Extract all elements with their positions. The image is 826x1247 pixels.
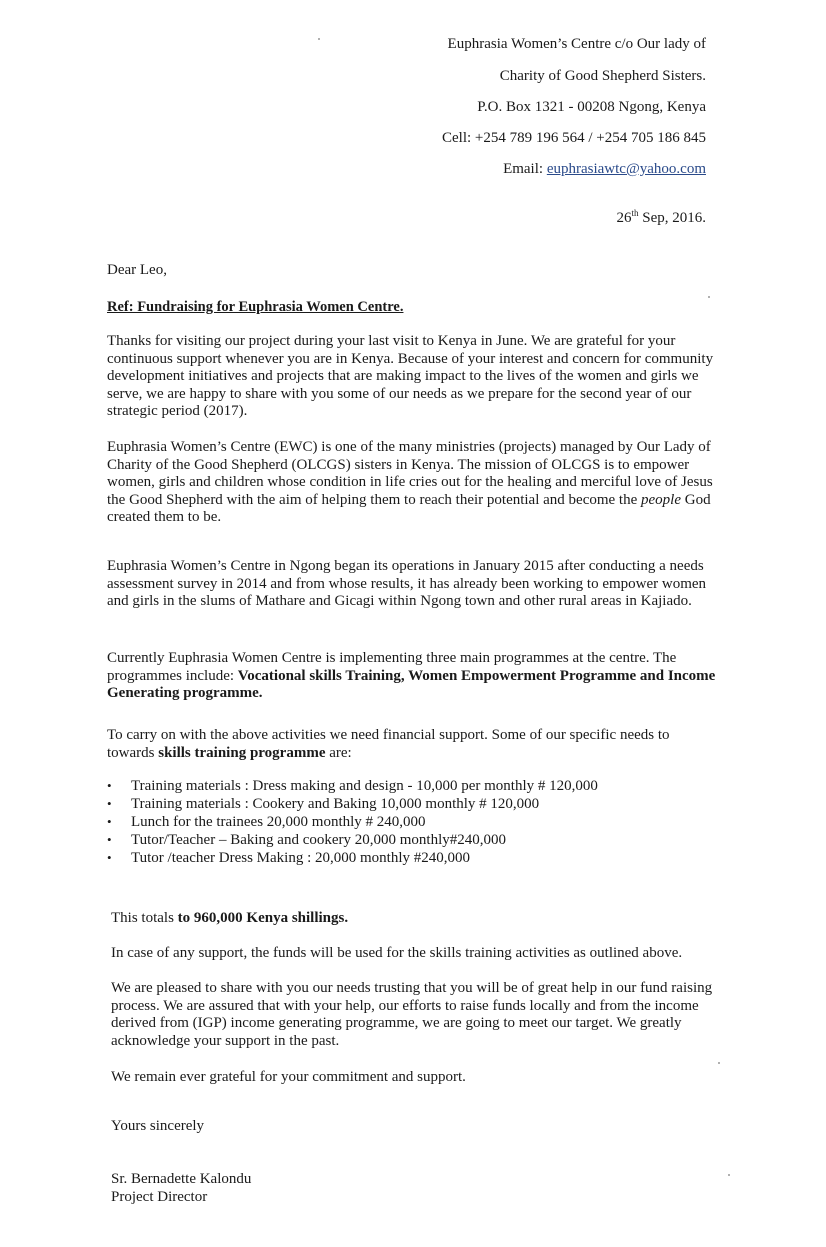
total-line [111, 910, 721, 928]
needs-list [107, 777, 598, 867]
needs-list-item [107, 813, 598, 831]
programmes-list-bold: Vocational skills Training, Women Empowerment Programme and Income Generating programme. [107, 667, 716, 702]
paragraph-funds-usage: In case of any support, the funds will be used for the skills training activities as outlined above. [111, 945, 683, 961]
signature-block [111, 1171, 721, 1206]
needs-list-item [107, 849, 598, 867]
letterhead-line-2: Charity of Good Shepherd Sisters. [499, 68, 706, 84]
paragraph-about-ewc-emphasis: people [641, 491, 681, 508]
paragraph-programmes [107, 650, 717, 703]
needs-item-text: Training materials : Dress making and design - 10,000 per monthly # 120,000 [131, 778, 598, 794]
scan-speck [718, 1062, 720, 1064]
letterhead-line-1: Euphrasia Women’s Centre c/o Our lady of [447, 36, 706, 52]
bullet-icon: • [107, 832, 112, 847]
signer-name: Sr. Bernadette Kalondu [111, 1171, 252, 1187]
email-link[interactable]: euphrasiawtc@yahoo.com [546, 161, 706, 177]
letter-date [616, 208, 706, 227]
paragraph-about-ewc-text: Euphrasia Women’s Centre (EWC) is one of the many ministries (projects) managed by Our Lady of Charity of the Good Shepherd (OLCGS) sisters in Kenya. The mission of OLCGS is to empower women, girls and children whose condition in life cries out for the healing and merciful love of Jesus the Good Shepherd with the aim of helping them to reach their potential and become the [107, 439, 713, 508]
bullet-icon: • [107, 796, 112, 811]
paragraph-gratitude: We remain ever grateful for your commitment and support. [111, 1069, 466, 1085]
needs-item-text: Lunch for the trainees 20,000 monthly # 240,000 [131, 814, 426, 830]
paragraph-about-ewc [107, 439, 717, 527]
needs-item-text: Training materials : Cookery and Baking 10,000 monthly # 120,000 [131, 796, 540, 812]
paragraph-about-ewc-end: God created them to be. [107, 491, 711, 526]
scan-speck [708, 296, 710, 298]
paragraph-intro: Thanks for visiting our project during your last visit to Kenya in June. We are grateful for your continuous support whenever you are in Kenya. Because of your interest and concern for community development initiatives and projects that are making impact to the lives of the women and girls we serve, we are happy to share with you some of our needs as we prepare for the second year of our strategic period (2017). [107, 333, 714, 420]
paragraph-programmes-text: Currently Euphrasia Women Centre is implementing three main programmes at the centre. The programmes include: [107, 650, 677, 684]
total-amount: to 960,000 Kenya shillings. [177, 910, 349, 926]
date-suffix: th [631, 208, 639, 218]
closing: Yours sincerely [111, 1118, 205, 1134]
letterhead-email-line [503, 161, 706, 178]
needs-list-item [107, 777, 598, 795]
paragraph-needs-intro-end: are: [325, 744, 352, 761]
email-label: Email: [503, 161, 547, 177]
paragraph-operations: Euphrasia Women’s Centre in Ngong began its operations in January 2015 after conducting a needs assessment survey in 2014 and from whose results, it has already been working to empower women and girls in the slums of Mathare and Gicagi within Ngong town and other rural areas in Kajiado. [107, 558, 707, 610]
needs-list-item [107, 795, 598, 813]
signer-title: Project Director [111, 1188, 208, 1205]
bullet-icon: • [107, 778, 112, 793]
bullet-icon: • [107, 814, 112, 829]
date-rest: Sep, 2016. [638, 210, 706, 226]
date-day: 26 [616, 210, 632, 226]
scan-speck [728, 1174, 730, 1176]
paragraph-needs-intro-text: To carry on with the above activities we need financial support. Some of our specific needs to towards [107, 727, 670, 761]
needs-item-text: Tutor /teacher Dress Making : 20,000 monthly #240,000 [131, 850, 471, 866]
needs-list-item [107, 831, 598, 849]
bullet-icon: • [107, 850, 112, 865]
skills-training-bold: skills training programme [158, 744, 326, 761]
paragraph-appeal: We are pleased to share with you our needs trusting that you will be of great help in our fund raising process. We are assured that with your help, our efforts to raise funds locally and from the income derived from (IGP) income generating programme, we are going to meet our target. We greatly acknowledge your support in the past. [111, 980, 713, 1049]
salutation: Dear Leo, [107, 262, 167, 278]
reference-heading: Ref: Fundraising for Euphrasia Women Centre. [107, 299, 404, 315]
paragraph-needs-intro [107, 727, 717, 762]
letterhead-address: P.O. Box 1321 - 00208 Ngong, Kenya [477, 99, 706, 115]
needs-item-text: Tutor/Teacher – Baking and cookery 20,000 monthly#240,000 [131, 832, 507, 848]
letterhead-phone: Cell: +254 789 196 564 / +254 705 186 845 [441, 130, 706, 146]
scan-speck [318, 38, 320, 40]
total-prefix: This totals [111, 910, 178, 926]
